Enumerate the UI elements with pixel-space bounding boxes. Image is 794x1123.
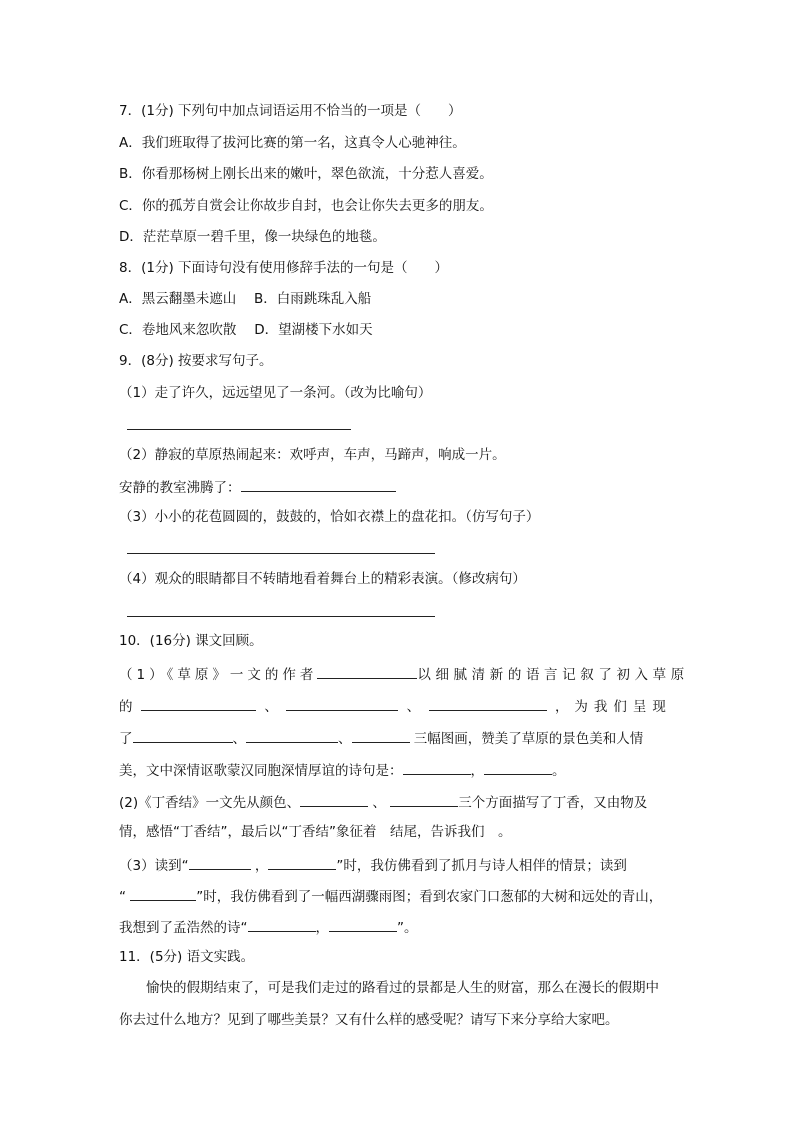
q10-blank-4[interactable] [133, 728, 233, 743]
q10-blank-10[interactable] [390, 792, 458, 807]
q10-stem: 10．(16分) 课文回顾。 [119, 633, 263, 649]
q9-sub2: （2）静寂的草原热闹起来：欢呼声，车声，马蹄声，响成一片。 [119, 447, 506, 463]
q7-stem: 7．(1分) 下列句中加点词语运用不恰当的一项是（ ） [119, 103, 462, 119]
q9-sub1: （1）走了许久，远远望见了一条河。（改为比喻句） [119, 385, 432, 401]
q10-blank-author[interactable] [317, 664, 417, 679]
q10-blank-12[interactable] [268, 855, 336, 870]
q9-sub4: （4）观众的眼睛都目不转睛地看着舞台上的精彩表演。（修改病句） [119, 571, 526, 587]
q10-p2-line1: (2)《丁香结》一文先从颜色、 、 三个方面描写了丁香，又由物及 [119, 792, 647, 812]
q9-answer-line-4[interactable] [127, 616, 435, 617]
q10-p3-line3: 我想到了孟浩然的诗“ ， ”。 [119, 917, 418, 937]
q10-p2-line2: 情，感悟“丁香结”，最后以“丁香结”象征着 结尾，告诉我们 。 [119, 824, 512, 840]
q10-p1-line4: 美，文中深情讴歌蒙汉同胞深情厚谊的诗句是： ， 。 [119, 760, 566, 780]
q10-p3-line1: （3）读到“ ， ”时，我仿佛看到了抓月与诗人相伴的情景；读到 [119, 855, 627, 875]
q10-blank-6[interactable] [352, 728, 410, 743]
q7-option-b: B．你看那杨树上刚长出来的嫩叶，翠色欲流，十分惹人喜爱。 [119, 166, 493, 182]
q9-answer-line-3[interactable] [127, 553, 435, 554]
q11-stem: 11．(5分) 语文实践。 [119, 949, 255, 965]
q9-sub2-prompt: 安静的教室沸腾了： [119, 477, 396, 497]
q10-blank-1[interactable] [141, 696, 256, 711]
q10-blank-8[interactable] [484, 760, 552, 775]
q8-stem: 8．(1分) 下面诗句没有使用修辞手法的一句是（ ） [119, 260, 449, 276]
q10-blank-5[interactable] [246, 728, 338, 743]
q9-answer-line-1[interactable] [127, 429, 351, 430]
q11-paragraph-line1: 愉快的假期结束了，可是我们走过的路看过的景都是人生的财富，那么在漫长的假期中 [146, 980, 659, 996]
q9-sub3: （3）小小的花苞圆圆的，鼓鼓的，恰如衣襟上的盘花扣。（仿写句子） [119, 509, 540, 525]
q10-blank-14[interactable] [248, 917, 316, 932]
q10-blank-3[interactable] [429, 696, 547, 711]
q10-p1-line2: 的 、 、 ，为我们呈现 [119, 696, 672, 716]
q7-option-c: C．你的孤芳自赏会让你故步自封，也会让你失去更多的朋友。 [119, 198, 493, 214]
q10-blank-7[interactable] [403, 760, 471, 775]
q11-paragraph-line2: 你去过什么地方？见到了哪些美景？又有什么样的感受呢？请写下来分享给大家吧。 [119, 1012, 619, 1028]
q8-options-row1: A．黑云翻墨未遮山 B．白雨跳珠乱入船 [119, 291, 372, 307]
q9-answer-line-2[interactable] [241, 477, 396, 492]
q8-options-row2: C．卷地风来忽吹散 D．望湖楼下水如天 [119, 322, 373, 338]
q10-blank-11[interactable] [189, 855, 251, 870]
q10-p1-line1: （1）《草原》一文的作者 以细腻清新的语言记叙了初入草原 [119, 664, 689, 684]
q9-stem: 9．(8分) 按要求写句子。 [119, 353, 273, 369]
q7-option-a: A．我们班取得了拔河比赛的第一名，这真令人心驰神往。 [119, 135, 466, 151]
q10-blank-13[interactable] [130, 886, 196, 901]
q7-option-d: D．茫茫草原一碧千里，像一块绿色的地毯。 [119, 229, 386, 245]
q10-blank-2[interactable] [286, 696, 398, 711]
q10-blank-9[interactable] [300, 792, 368, 807]
q10-p3-line2: “ ”时，我仿佛看到了一幅西湖骤雨图；看到农家门口葱郁的大树和远处的青山， [119, 886, 662, 906]
q10-blank-15[interactable] [329, 917, 397, 932]
q10-p1-line3: 了 、 、 三幅图画，赞美了草原的景色美和人情 [119, 728, 643, 748]
